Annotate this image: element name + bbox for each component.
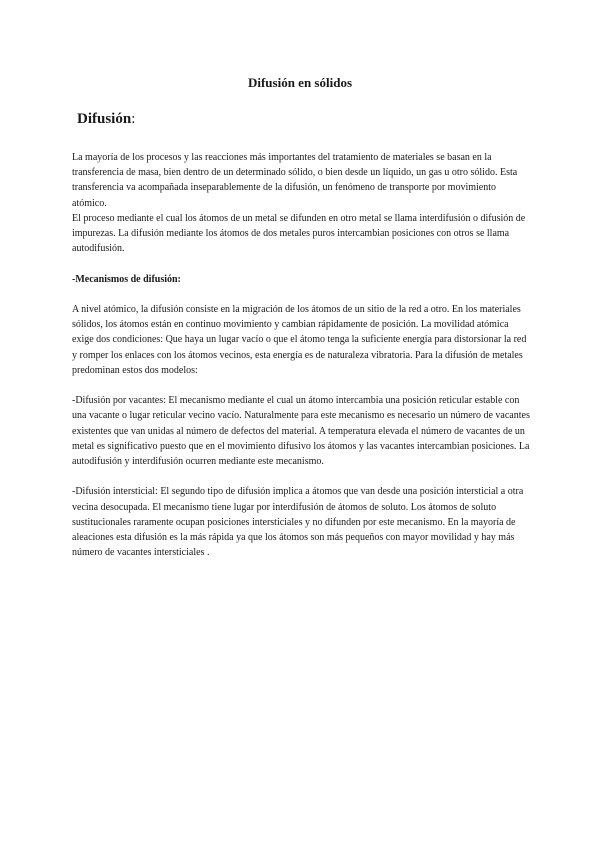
paragraph-intro-2: El proceso mediante el cual los átomos de un metal se difunden en otro metal se llama interdifusión o difusión de impurezas. La difusión mediante los átomos de dos metales puros intercambian posiciones con otros se llama autodifusión.	[72, 212, 526, 255]
paragraph-spacer	[72, 256, 530, 271]
paragraph-spacer	[72, 287, 530, 302]
section-heading-suffix: :	[131, 111, 136, 127]
paragraph-spacer	[72, 469, 530, 484]
paragraph-mechanisms: A nivel atómico, la difusión consiste en la migración de los átomos de un sitio de la red a otro. En los materiales sólidos, los átomos están en continuo movimiento y cambian rápidamente de posición. La movilidad atómica exige dos condiciones: Que haya un lugar vacío o que el átomo tenga la suficiente energía para distorsionar la red y romper los enlaces con los átomos vecinos, esta energía es de naturaleza vibratoria. Para la difusión de metales predominan estos dos modelos:	[72, 304, 527, 376]
paragraph-intro-1: La mayoría de los procesos y las reacciones más importantes del tratamiento de materiales se basan en la transferencia de masa, bien dentro de un determinado sólido, o bien desde un líquido, un gas u otro sólido. Esta transferencia va acompañada inseparablemente de la difusión, un fenómeno de transporte por movimiento atómico.	[72, 152, 518, 209]
page-title: Difusión en sólidos	[247, 75, 353, 90]
document-body	[72, 150, 530, 560]
section-heading-text: Difusión	[77, 111, 132, 127]
paragraph-vacancy-diffusion: -Difusión por vacantes: El mecanismo mediante el cual un átomo intercambia una posición reticular estable con una vacante o lugar reticular vecino vacío. Naturalmente para este mecanismo es necesario un número de vacantes existentes que van unidas al número de defectos del material. A temperatura elevada el número de vacantes de un metal es significativo puesto que en el movimiento difusivo los átomos y las vacantes intercambian posiciones. La autodifusión y interdifusión ocurren mediante este mecanismo.	[72, 395, 530, 468]
paragraph-spacer	[72, 378, 530, 393]
section-heading	[77, 111, 135, 128]
paragraph-interstitial-diffusion: -Difusión intersticial: El segundo tipo de difusión implica a átomos que van desde una posición intersticial a otra vecina desocupada. El mecanismo tiene lugar por interdifusión de átomos de soluto. Los átomos de soluto sustitucionales raramente ocupan posiciones intersticiales y no difunden por este mecanismo. En la mayoría de aleaciones esta difusión es la más rápida ya que los átomos son más pequeños con mayor movilidad y hay más número de vacantes intersticiales .	[72, 486, 524, 559]
mechanisms-heading: -Mecanismos de difusión:	[72, 273, 181, 285]
